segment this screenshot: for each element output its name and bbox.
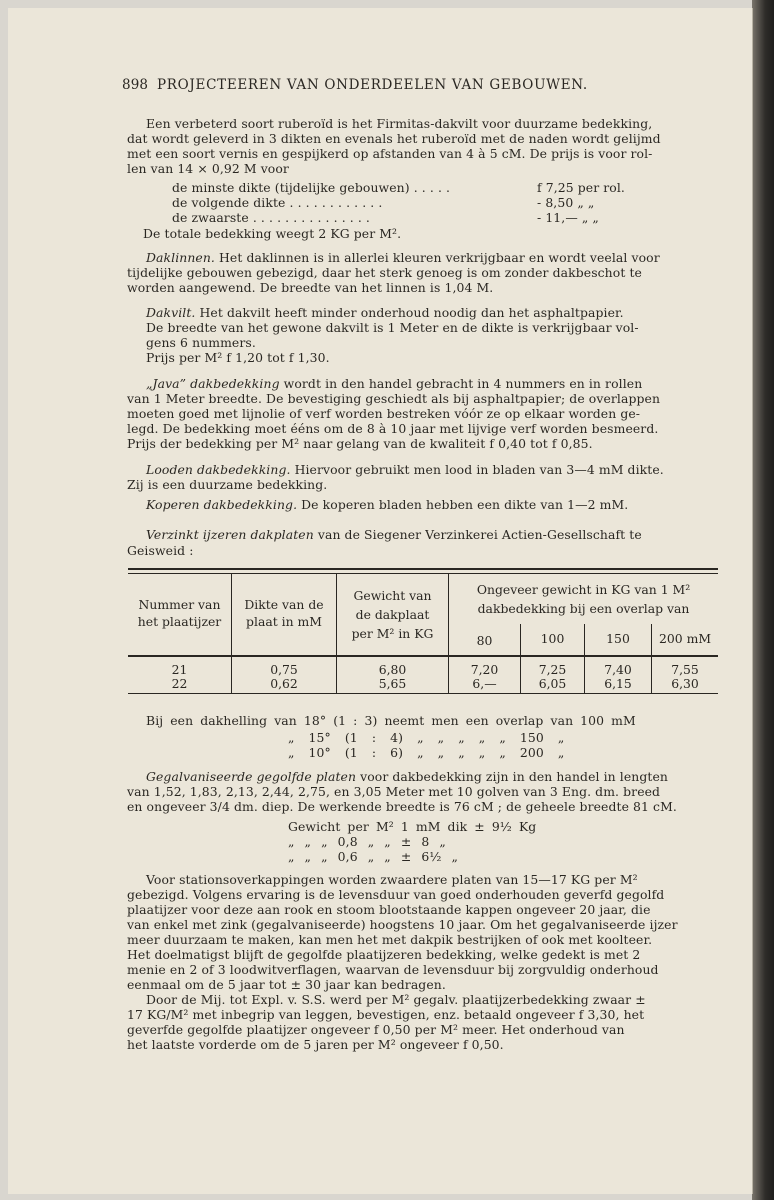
term-daklinnen: Daklinnen. xyxy=(146,250,215,265)
paragraph-line: worden aangewend. De breedte van het linnen is 1,04 M. xyxy=(127,280,494,295)
table-cell: 22 xyxy=(171,676,188,691)
gegolfd-text: voor dakbedekking zijn in den handel in lengten xyxy=(356,769,668,784)
java-text: wordt in den handel gebracht in 4 nummers en in rollen xyxy=(279,376,643,391)
table-cell: 6,30 xyxy=(671,676,699,691)
term-looden: Looden dakbedekking. xyxy=(146,462,291,477)
book-spine xyxy=(752,0,774,1200)
page-title: PROJECTEEREN VAN ONDERDEELEN VAN GEBOUWEN. xyxy=(157,77,588,93)
term-java-2: dakbedekking xyxy=(186,376,280,391)
overlap-line: „ 15° (1 : 4) „ „ „ „ „ 150 „ xyxy=(288,730,565,745)
paragraph-line: het laatste vorderde om de 5 jaren per M² ongeveer f 0,50. xyxy=(127,1037,504,1052)
table-rule-top xyxy=(128,568,718,570)
page-number: 898 xyxy=(122,77,149,93)
price-value: - 8,50 „ „ xyxy=(537,195,595,210)
table-cell: 0,62 xyxy=(270,676,298,691)
term-gegolfd: Gegalvaniseerde gegolfde platen xyxy=(146,769,357,784)
paragraph-line: De breedte van het gewone dakvilt is 1 Meter en de dikte is verkrijgbaar vol- xyxy=(146,320,639,335)
term-java: „Java” xyxy=(146,376,187,391)
verzinkt-line xyxy=(146,527,642,542)
paragraph-line: Prijs per M² f 1,20 tot f 1,30. xyxy=(146,350,330,365)
subheader-100: 100 xyxy=(540,631,565,646)
paragraph-line: met een soort vernis en gespijkerd op afstanden van 4 à 5 cM. De prijs is voor rol- xyxy=(127,146,653,161)
looden-text: Hiervoor gebruikt men lood in bladen van 3—4 mM dikte. xyxy=(290,462,664,477)
col-header-nummer: Nummer van het plaatijzer xyxy=(137,597,222,629)
paragraph-line: Geisweid : xyxy=(127,543,194,558)
term-verzinkt: Verzinkt ijzeren dakplaten xyxy=(146,527,314,542)
paragraph-line: dat wordt geleverd in 3 dikten en evenals het ruberoïd met de naden wordt gelijmd xyxy=(127,131,661,146)
weight-line: „ „ „ 0,8 „ „ ± 8 „ xyxy=(288,834,446,849)
paragraph-line: gens 6 nummers. xyxy=(146,335,256,350)
term-dakvilt: Dakvilt. xyxy=(146,305,196,320)
dakvilt-line xyxy=(146,305,624,320)
daklinnen-text: Het daklinnen is in allerlei kleuren verkrijgbaar en wordt veelal voor xyxy=(214,250,660,265)
paragraph-line: moeten goed met lijnolie of verf worden bestreken vóór ze op elkaar worden ge- xyxy=(127,406,641,421)
table-cell: 7,20 xyxy=(470,662,499,677)
table-cell: 6,— xyxy=(472,676,497,691)
looden-line xyxy=(146,462,664,477)
col-header-gewicht: Gewicht van de dakplaat per M² in KG xyxy=(351,588,434,641)
table-cell: 6,80 xyxy=(378,662,407,677)
paragraph-line: gebezigd. Volgens ervaring is de levensduur van goed onderhouden geverfd gegolfd xyxy=(127,887,665,902)
subheader-200: 200 mM xyxy=(658,631,712,646)
verzinkt-text: van de Siegener Verzinkerei Actien-Gesellschaft te xyxy=(313,527,642,542)
paragraph-line: Het doelmatigst blijft de gegolfde plaatijzeren bedekking, welke gedekt is met 2 xyxy=(127,947,641,962)
paragraph-line: Prijs der bedekking per M² naar gelang van de kwaliteit f 0,40 tot f 0,85. xyxy=(127,436,593,451)
paragraph-line: eenmaal om de 5 jaar tot ± 30 jaar kan bedragen. xyxy=(127,977,446,992)
paragraph-line: van enkel met zink (gegalvaniseerde) hoogstens 10 jaar. Om het gegalvaniseerde ijzer xyxy=(127,917,678,932)
term-koperen: Koperen dakbedekking. xyxy=(146,497,298,512)
paragraph-line: Voor stationsoverkappingen worden zwaardere platen van 15—17 KG per M² xyxy=(146,872,638,887)
paragraph-line: len van 14 × 0,92 M voor xyxy=(127,161,289,176)
table-cell: 5,65 xyxy=(378,676,407,691)
col-header-dikte: Dikte van de plaat in mM xyxy=(244,597,324,629)
paragraph-line: menie en 2 of 3 loodwitverflagen, waarvan de levensduur bij zorgvuldig onderhoud xyxy=(127,962,659,977)
table-cell: 6,05 xyxy=(538,676,567,691)
price-value: - 11,— „ „ xyxy=(537,210,599,225)
koperen-text: De koperen bladen hebben een dikte van 1—2 mM. xyxy=(297,497,629,512)
table-cell: 7,40 xyxy=(604,662,632,677)
price-label: de zwaarste . . . . . . . . . . . . . . . xyxy=(172,210,370,225)
table-cell: 21 xyxy=(171,662,188,677)
paragraph-line: legd. De bedekking moet ééns om de 8 à 10 jaar met lijvige verf worden besmeerd. xyxy=(127,421,659,436)
weight-line: „ „ „ 0,6 „ „ ± 6½ „ xyxy=(288,849,459,864)
table-rule-bottom xyxy=(128,693,718,694)
subheader-150: 150 xyxy=(606,631,630,646)
daklinnen-line xyxy=(146,250,660,265)
price-label: de minste dikte (tijdelijke gebouwen) . . . . . xyxy=(172,180,451,195)
table-rule-head xyxy=(128,655,718,657)
overlap-line: „ 10° (1 : 6) „ „ „ „ „ 200 „ xyxy=(288,745,565,760)
table-cell: 7,55 xyxy=(671,662,699,677)
paragraph-line: tijdelijke gebouwen gebezigd, daar het sterk genoeg is om zonder dakbeschot te xyxy=(127,265,642,280)
table-rule-top2 xyxy=(128,573,718,574)
subheader-80: 80 xyxy=(476,633,493,648)
koperen-line xyxy=(146,497,628,512)
total-weight: De totale bedekking weegt 2 KG per M². xyxy=(143,226,402,241)
col-header-group: Ongeveer gewicht in KG van 1 M² dakbedekking bij een overlap van xyxy=(476,582,691,616)
overlap-line: Bij een dakhelling van 18° (1 : 3) neemt men een overlap van 100 mM xyxy=(146,713,636,728)
paragraph-line: meer duurzaam te maken, kan men het met dakpik bestrijken of ook met koolteer. xyxy=(127,932,653,947)
paragraph-line: geverfde gegolfde plaatijzer ongeveer f 0,50 per M² meer. Het onderhoud van xyxy=(127,1022,625,1037)
gegolfd-line xyxy=(146,769,668,784)
weight-line: Gewicht per M² 1 mM dik ± 9½ Kg xyxy=(288,819,537,834)
table-cell: 0,75 xyxy=(270,662,298,677)
table-cell: 7,25 xyxy=(538,662,567,677)
java-line xyxy=(146,376,642,391)
paragraph-line: Een verbeterd soort ruberoïd is het Firmitas-dakvilt voor duurzame bedekking, xyxy=(146,116,653,131)
paragraph-line: plaatijzer voor deze aan rook en stoom blootstaande kappen ongeveer 20 jaar, die xyxy=(127,902,651,917)
paragraph-line: Zij is een duurzame bedekking. xyxy=(127,477,328,492)
paragraph-line: en ongeveer 3/4 dm. diep. De werkende breedte is 76 cM ; de geheele breedte 81 cM. xyxy=(127,799,677,814)
paragraph-line: van 1,52, 1,83, 2,13, 2,44, 2,75, en 3,05 Meter met 10 golven van 3 Eng. dm. breed xyxy=(127,784,661,799)
paragraph-line: 17 KG/M² met inbegrip van leggen, bevestigen, enz. betaald ongeveer f 3,30, het xyxy=(127,1007,645,1022)
price-value: f 7,25 per rol. xyxy=(537,180,625,195)
dakvilt-text: Het dakvilt heeft minder onderhoud noodig dan het asphaltpapier. xyxy=(195,305,624,320)
paragraph-line: van 1 Meter breedte. De bevestiging geschiedt als bij asphaltpapier; de overlappen xyxy=(127,391,661,406)
paragraph-line: Door de Mij. tot Expl. v. S.S. werd per M² gegalv. plaatijzerbedekking zwaar ± xyxy=(146,992,646,1007)
price-label: de volgende dikte . . . . . . . . . . . . xyxy=(172,195,383,210)
table-cell: 6,15 xyxy=(604,676,632,691)
